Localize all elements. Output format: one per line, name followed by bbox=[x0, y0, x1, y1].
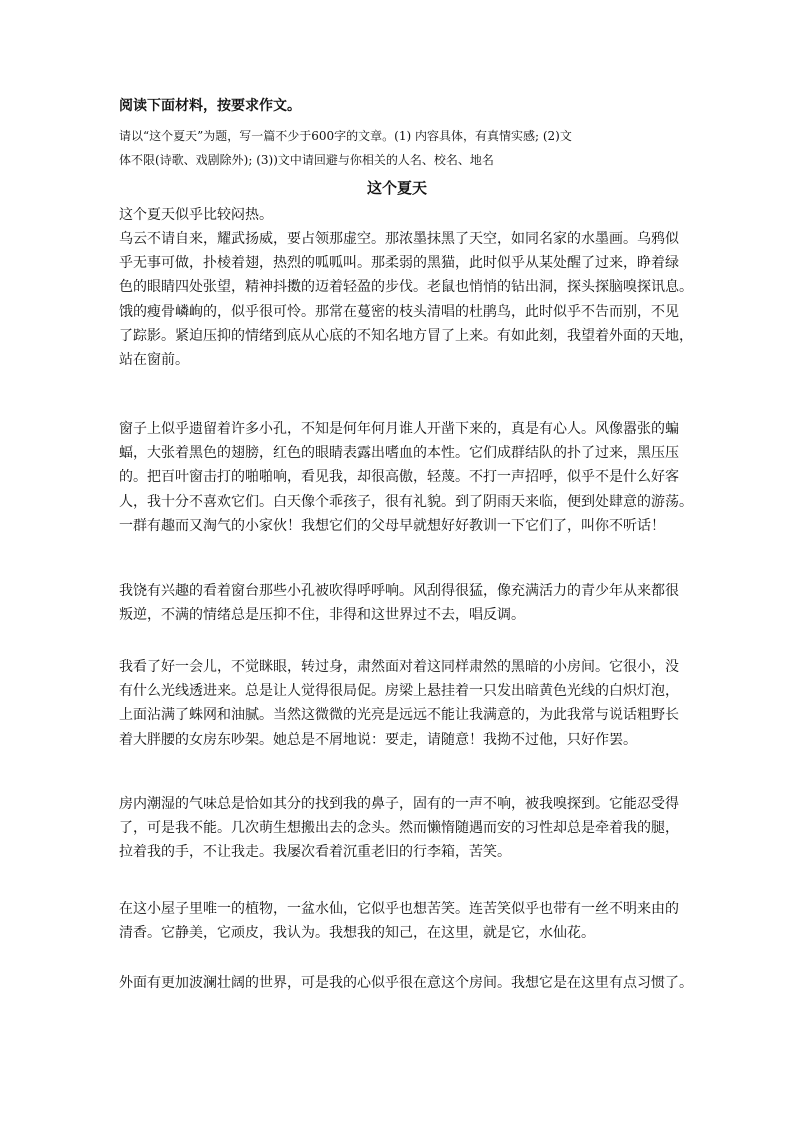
essay-title: 这个夏天 bbox=[366, 179, 427, 197]
essay-paragraph bbox=[119, 897, 679, 945]
essay-paragraph bbox=[119, 203, 679, 227]
essay-line: 乎无事可做，扑棱着翅，热烈的呱呱叫。那柔弱的黑猫，此时似乎从某处醒了过来，睁着绿 bbox=[119, 255, 679, 272]
essay-line: 房内潮湿的气味总是恰如其分的找到我的鼻子，固有的一声不响，被我嗅探到。它能忍受得 bbox=[119, 796, 679, 812]
essay-line: 我饶有兴趣的看着窗台那些小孔被吹得呼呼响。风刮得很猛，像充满活力的青少年从来都很 bbox=[119, 583, 679, 599]
essay-line: 色的眼睛四处张望，精神抖擞的迈着轻盈的步伐。老鼠也悄悄的钻出洞，探头探脑嗅探讯息。 bbox=[119, 279, 693, 296]
essay-paragraph bbox=[119, 417, 693, 538]
essay-line: 上面沾满了蛛网和油腻。当然这微微的光亮是远远不能让我满意的，为此我常与说话粗野长 bbox=[119, 707, 679, 724]
essay-line: 人，我十分不喜欢它们。白天像个乖孩子，很有礼貌。到了阴雨天来临，便到处肆意的游荡。 bbox=[119, 493, 693, 510]
essay-line: 拉着我的手，不让我走。我屡次看着沉重老旧的行李箱，苦笑。 bbox=[119, 844, 511, 861]
essay-line: 窗子上似乎遗留着许多小孔，不知是何年何月谁人开凿下来的，真是有心人。风像嚣张的蝙 bbox=[119, 421, 679, 437]
essay-paragraph bbox=[119, 579, 679, 627]
essay-paragraph bbox=[119, 655, 679, 752]
essay-line: 着大胖腰的女房东吵架。她总是不屑地说：要走，请随意！我拗不过他，只好作罢。 bbox=[119, 731, 637, 748]
instructions-line: 体不限(诗歌、戏剧除外); (3))文中请回避与你相关的人名、校名、地名 bbox=[119, 153, 494, 167]
essay-line: 蝠，大张着黑色的翅膀，红色的眼睛表露出嗜血的本性。它们成群结队的扑了过来，黑压压 bbox=[119, 445, 679, 462]
essay-paragraph bbox=[119, 971, 693, 995]
essay-line: 的。把百叶窗击打的啪啪响，看见我，却很高傲，轻蔑。不打一声招呼，似乎不是什么好客 bbox=[119, 469, 679, 486]
essay-line: 饿的瘦骨嶙峋的，似乎很可怜。那常在蔓密的枝头清唱的杜鹃鸟，此时似乎不告而别，不见 bbox=[119, 303, 679, 320]
instructions-body bbox=[119, 124, 679, 172]
essay-paragraph bbox=[119, 227, 693, 372]
essay-line: 我看了好一会儿，不觉眯眼，转过身，肃然面对着这同样肃然的黑暗的小房间。它很小，没 bbox=[119, 659, 679, 675]
essay-line: 清香。它静美，它顽皮，我认为。我想我的知己，在这里，就是它，水仙花。 bbox=[119, 925, 595, 942]
essay-line: 在这小屋子里唯一的植物，一盆水仙，它似乎也想苦笑。连苦笑似乎也带有一丝不明来由的 bbox=[119, 901, 679, 917]
essay-line: 乌云不请自来，耀武扬威，要占领那虚空。那浓墨抹黑了天空，如同名家的水墨画。乌鸦似 bbox=[119, 231, 679, 247]
essay-line: 站在窗前。 bbox=[119, 352, 189, 369]
essay-line: 这个夏天似乎比较闷热。 bbox=[119, 207, 273, 223]
essay-line: 了，可是我不能。几次萌生想搬出去的念头。然而懒惰随遇而安的习性却总是牵着我的腿， bbox=[119, 820, 679, 837]
essay-paragraph bbox=[119, 792, 679, 865]
essay-line: 有什么光线透进来。总是让人觉得很局促。房梁上悬挂着一只发出暗黄色光线的白炽灯泡， bbox=[119, 683, 679, 700]
essay-line: 一群有趣而又淘气的小家伙！我想它们的父母早就想好好教训一下它们了，叫你不听话！ bbox=[119, 517, 665, 534]
instructions-heading: 阅读下面材料，按要求作文。 bbox=[119, 98, 301, 114]
instructions-line: 请以“这个夏天”为题，写一篇不少于600字的文章。(1) 内容具体，有真情实感; (2)文 bbox=[119, 129, 572, 143]
essay-line: 叛逆，不满的情绪总是压抑不住，非得和这世界过不去，唱反调。 bbox=[119, 607, 525, 624]
essay-line: 外面有更加波澜壮阔的世界，可是我的心似乎很在意这个房间。我想它是在这里有点习惯了。 bbox=[119, 975, 693, 991]
essay-line: 了踪影。紧迫压抑的情绪到底从心底的不知名地方冒了上来。有如此刻，我望着外面的天地， bbox=[119, 327, 693, 344]
